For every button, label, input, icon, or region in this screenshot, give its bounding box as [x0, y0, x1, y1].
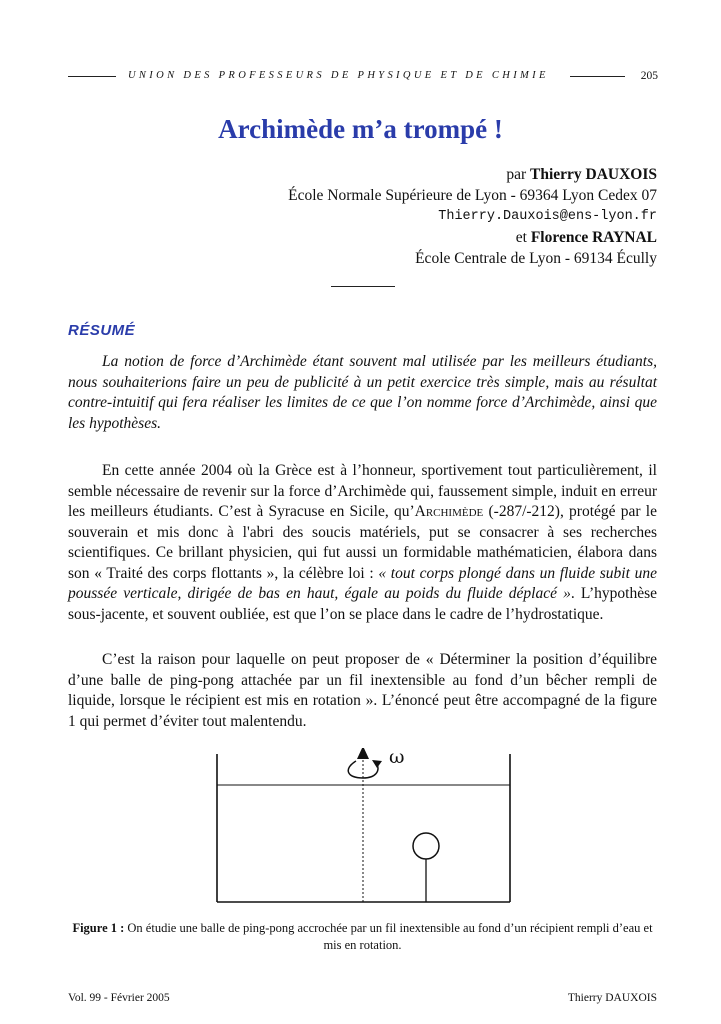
ping-pong-ball: [413, 833, 439, 859]
paragraph-2: C’est la raison pour laquelle on peut proposer de « Déterminer la position d’équilibre d’une balle de ping-pong attachée par un fil inextensible au fond d’un bêcher rempli de liquide, lorsque le récipient est mis en rotation ». L’énoncé peut être accompagné de la figure 1 qui permet d’éviter tout malentendu.: [68, 651, 657, 730]
caption-text: On étudie une balle de ping-pong accrochée par un fil inextensible au fond d’un récipient rempli d’eau et mis en rotation.: [124, 921, 653, 952]
author2-name: Florence RAYNAL: [530, 229, 657, 246]
p1-part-c: . L’hypothèse sous-jacente, et souvent oubliée, est que l’on se place dans le cadre de l’hydrostatique.: [68, 585, 657, 623]
omega-symbol: ω: [389, 748, 405, 768]
abstract-text: [68, 352, 657, 434]
author2-affiliation: École Centrale de Lyon - 69134 Écully: [415, 250, 657, 267]
and-label: et: [515, 229, 531, 246]
figure-caption: [68, 920, 657, 954]
figure-1-diagram: [200, 748, 530, 916]
header-rule-left: [68, 76, 116, 77]
author2-line: [288, 227, 657, 248]
body-paragraph-1: [68, 461, 657, 625]
author1-affiliation: École Normale Supérieure de Lyon - 69364 Lyon Cedex 07: [288, 187, 657, 204]
caption-label: Figure 1 :: [72, 921, 125, 935]
by-label: par: [506, 166, 530, 183]
p1-part-a: En cette année 2004 où la Grèce est à l’honneur, sportivement tout particulièrement, il semble nécessaire de revenir sur la force d’Archimède qui, faussement simple, induit en erreur les meilleurs étudiants. C’est à Syracuse en Sicile, qu’: [68, 462, 657, 520]
journal-name: UNION DES PROFESSEURS DE PHYSIQUE ET DE CHIMIE: [128, 70, 549, 81]
p1-archimede: Archimède: [414, 503, 484, 520]
p1-law-quote: « tout corps plongé dans un fluide subit une poussée verticale, dirigée de bas en haut, égale au poids du fluide déplacé »: [68, 564, 657, 602]
p1-part-b: (-287/-212), protégé par le souverain et mis donc à l'abri des soucis matériels, put se consacrer à ses recherches scientifiques. Ce brillant physicien, qui fut aussi un formidable mathématicien, élabora dans son « Traité des corps flottants », la célèbre loi :: [68, 503, 657, 582]
author1-name: Thierry DAUXOIS: [529, 166, 657, 183]
running-header: [68, 68, 658, 84]
footer-author: Thierry DAUXOIS: [567, 992, 657, 1004]
author1-line: [288, 164, 657, 185]
separator-rule: [331, 286, 395, 287]
header-rule-right: [570, 76, 625, 77]
axis-arrowhead: [357, 748, 369, 759]
abstract-heading: RÉSUMÉ: [68, 322, 136, 339]
paragraph-1: [68, 461, 657, 625]
footer-volume: Vol. 99 - Février 2005: [68, 992, 170, 1004]
body-paragraph-2: [68, 650, 657, 732]
page-number: 205: [640, 70, 658, 82]
author-block: [288, 164, 657, 269]
author1-email: Thierry.Dauxois@ens-lyon.fr: [438, 209, 657, 224]
rotation-arrowhead: [372, 760, 382, 768]
abstract-paragraph: La notion de force d’Archimède étant souvent mal utilisée par les meilleurs étudiants, nous souhaiterions faire un peu de publicité à un petit exercice très simple, mais au résultat contre-intuitif qui fera réaliser les limites de ce que l’on nomme force d’Archimède, ainsi que les hypothèses.: [68, 353, 657, 432]
article-title: Archimède m’a trompé !: [218, 114, 503, 144]
